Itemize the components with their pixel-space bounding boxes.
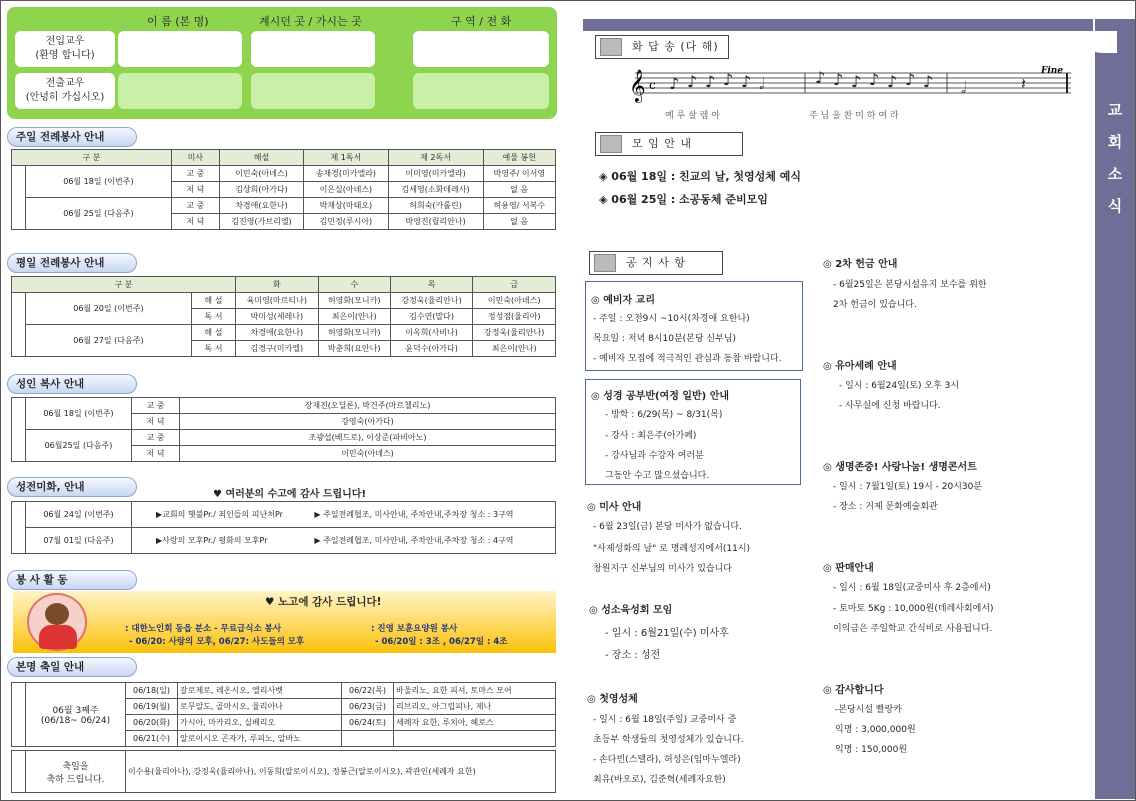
sidebar-char: 회 [1107,133,1123,151]
beautification-header: 성전미화, 안내 [7,477,137,497]
notice-title: ◎ 유아세례 안내 [823,361,897,372]
svg-text:♪: ♪ [869,70,880,89]
robe-icon [39,625,77,649]
service-right-line2: - 06/20일 : 3조 , 06/27일 : 4조 [375,637,508,647]
table-cell: 김수연(말다) [390,309,473,325]
svg-text:𝄽: 𝄽 [1021,74,1026,93]
table-cell [342,731,394,747]
table-cell: 해 설 [191,325,235,341]
transfer-out-label: 전출교우 (안녕히 가십시오) [15,73,115,109]
notice-line: - 6월25일은 본당시설유지 보수를 위한 [833,280,987,290]
notice-title: ◎ 첫영성체 [587,694,638,705]
feast-day-header: 본명 축일 안내 [7,657,137,677]
table-cell: 차경애(요한나) [236,325,319,341]
transfer-in-name-field[interactable] [118,31,242,67]
table-cell: ▶ 주일전례협조, 미사안내, 주차안내,주차장 청소 : 3구역 [314,502,555,528]
date-cell: 06월 24일 (이번주) [26,502,132,528]
notice-line: - 주일 : 오전9시 ~10시(차경애 요한나) [593,314,750,324]
svg-text:♪: ♪ [705,72,716,91]
beautification-thanks: ♥ 여러분의 수고에 감사 드립니다! [213,489,367,500]
service-left-line2: - 06/20: 사랑의 모후, 06/27: 사도들의 모후 [129,637,305,647]
district-header: 구 역 / 전 화 [451,15,512,28]
date-cell: 06월 18일 (이번주) [26,166,172,198]
priest-icon [600,135,622,153]
congrats-label: 축일을 축하 드립니다. [26,751,126,793]
notice-line: - 장소 : 성전 [605,650,661,661]
table-cell: 해 설 [191,293,235,309]
table-header: 해설 [219,150,303,166]
notice-line: 익명 : 150,000원 [835,745,908,755]
table-cell: 교 중 [171,166,219,182]
congrats-names: 이수용(율리아나), 강정욱(율리아나), 이동희(알로이시오), 정봉근(알로이시오), 곽관인(세례자 요한) [126,751,556,793]
notice-line: 2차 헌금이 있습니다. [833,300,917,310]
table-cell: 06/24(토) [342,715,394,731]
meeting-title: 모 임 안 내 [632,137,692,150]
table-cell: 교 중 [132,398,180,414]
table-cell: 로무알도, 골마시오, 율리아나 [178,699,342,715]
notice-line: - 토마토 5Kg : 10,000원(데레사회에서) [833,604,994,614]
table-cell: ▶ 주일전례협조, 미사안내, 주차안내,주차장 청소 : 4구역 [314,528,555,554]
notice-line: 초등부 학생들의 첫영성체가 있습니다. [593,735,744,745]
date-cell: 06월25일 (다음주) [26,430,132,462]
hymn-lyric-2: 주 님 을 찬 미 하 여 라 [809,111,899,121]
notice-line: - 강사님과 수강자 여러분 [605,451,704,461]
adult-server-header: 성인 복사 안내 [7,374,137,394]
table-cell: 장재진(오딜론), 박건주(마르첼리노) [180,398,556,414]
svg-text:𝄞: 𝄞 [629,69,646,102]
notice-title: ◎ 성경 공부반(여정 일반) 안내 [591,391,730,402]
notice-line: - 사무실에 신청 바랍니다. [839,401,941,411]
table-header: 구 분 [12,277,236,293]
table-cell [394,731,556,747]
notice-line: - 예비자 모집에 적극적인 관심과 동참 바랍니다. [593,354,782,364]
adult-server-table [11,397,556,462]
notice-line: 목요일 : 저녁 8시10분(본당 신부님) [593,334,737,344]
table-cell: 독 서 [191,309,235,325]
notice-line: "사제성화의 날" 로 명례성지에서(11시) [593,544,751,554]
table-cell: 윤덕수(아가다) [390,341,473,357]
transfer-in-place-field[interactable] [251,31,375,67]
svg-text:♪: ♪ [887,72,898,91]
notice-line: 그동안 수고 많으셨습니다. [605,471,710,481]
notice-line: -본당시설 빨랑카 [835,705,902,715]
weekday-liturgy-header: 평일 전례봉사 안내 [7,253,137,273]
table-cell: 박영진(릴리안나) [388,214,483,230]
notice-title: ◎ 성소육성회 모임 [589,605,673,616]
table-header: 구 분 [12,150,172,166]
name-header: 이 름 (본 명) [147,15,209,28]
service-right-line1: : 진영 보훈요양원 봉사 [371,624,458,634]
meeting-header [595,132,743,156]
table-cell: 김민정(루시아) [304,214,388,230]
notice-line: 최유(바오로), 김준혁(세례자요한) [593,775,726,785]
table-cell: 허영화(모니카) [318,293,390,309]
hymn-header [595,35,729,59]
table-cell: 없 음 [483,214,555,230]
table-cell: 독 서 [191,341,235,357]
notice-line: - 강사 : 최은주(아가페) [605,431,697,441]
table-header: 예물 봉헌 [483,150,555,166]
hymn-title: 화 답 송 (다 해) [632,40,719,53]
table-cell: 교 중 [171,198,219,214]
table-cell: 이옥희(사비나) [390,325,473,341]
service-header: 봉 사 활 동 [7,570,137,590]
notice-line: - 손다빈(스텔라), 허성은(임마누엘라) [593,755,741,765]
congrats-table [11,750,556,793]
table-cell: 저 녁 [171,182,219,198]
table-header: 금 [473,277,556,293]
priest-icon [600,38,622,56]
service-box [13,591,556,653]
feast-day-table [11,682,556,747]
sidebar-char: 교 [1107,101,1123,119]
table-header: 제 1독서 [304,150,388,166]
table-cell: 리브리오, 아그립피나, 제나 [394,699,556,715]
svg-text:♪: ♪ [723,70,734,89]
table-cell: 이은실(아녜스) [304,182,388,198]
table-cell: 06/18(일) [126,683,178,699]
svg-text:♪: ♪ [815,68,826,87]
notice-title: ◎ 생명존중! 사랑나눔! 생명콘서트 [823,462,977,473]
table-cell: 육미영(마르티나) [236,293,319,309]
place-header: 계시던 곳 / 가시는 곳 [259,15,362,28]
fine-mark: Fine [1041,66,1064,76]
newcomer-box [7,7,557,119]
date-cell: 07월 01일 (다음주) [26,528,132,554]
table-cell: ▶사랑의 모후Pr./ 평화의 모후Pr [132,528,315,554]
date-cell: 06월 27일 (다음주) [26,325,192,357]
table-cell: 김세영(소화데레사) [388,182,483,198]
music-staff [625,65,1075,105]
top-bar [583,19,1093,31]
table-cell: 허용영/ 서복수 [483,198,555,214]
table-cell: 이민숙(아녜스) [473,293,556,309]
svg-text:𝅗𝅥: 𝅗𝅥 [759,74,765,93]
notice-line: - 방학 : 6/29(목) ~ 8/31(목) [605,410,723,420]
svg-text:♪: ♪ [669,74,680,93]
notice-line: 창원지구 신부님의 미사가 있습니다 [593,564,732,574]
table-cell: 박영주/ 이서영 [483,166,555,182]
table-cell: 바울리노, 요한 피셔, 토마스 모어 [394,683,556,699]
table-cell: 06/19(월) [126,699,178,715]
table-cell: ▶교회의 햇불Pr./ 죄인들의 피난처Pr [132,502,315,528]
transfer-in-label: 전입교우 (환영 합니다) [15,31,115,67]
table-cell: 박미성(세레나) [236,309,319,325]
priest-icon [594,254,616,272]
notice-line: - 일시 : 6월 18일(교중미사 후 2층에서) [833,583,991,593]
weekday-liturgy-table [11,276,556,357]
date-cell: 06월 18일 (이번주) [26,398,132,430]
notice-title: ◎ 2차 헌금 안내 [823,259,898,270]
hymn-lyric-1: 예 루 살 렘 아 [665,111,720,121]
notice-line: - 장소 : 거제 문화예술회관 [833,502,938,512]
notice-title: ◎ 미사 안내 [587,502,642,513]
table-cell: 강영숙(아가다) [180,414,556,430]
table-cell: 송재경(미카엘라) [304,166,388,182]
table-header: 화 [236,277,319,293]
table-cell: 김진영(가브리엘) [219,214,303,230]
table-cell: 강정욱(율리안나) [390,293,473,309]
sidebar-notch [1087,31,1117,53]
sidebar-char: 식 [1107,197,1123,215]
meeting-item: ◈ 06월 18일 : 친교의 날, 첫영성체 예식 [599,170,801,183]
sunday-liturgy-header: 주일 전례봉사 안내 [7,127,137,147]
table-cell: 김경구(미카엘) [236,341,319,357]
svg-text:♪: ♪ [833,70,844,89]
date-cell: 06월 20일 (이번주) [26,293,192,325]
table-cell: 없 음 [483,182,555,198]
table-cell: 이민숙(아녜스) [219,166,303,182]
service-thanks: ♥ 노고에 감사 드립니다! [265,596,382,608]
notice-line: 익명 : 3,000,000원 [835,725,916,735]
table-cell: 알로이시오 곤자가, 루피노, 알바노 [178,731,342,747]
table-cell: 06/20(화) [126,715,178,731]
transfer-out-name-field[interactable] [118,73,242,109]
beautification-table [11,501,556,554]
svg-text:♪: ♪ [741,72,752,91]
table-cell: 저 녁 [171,214,219,230]
week-cell: 06월 3째주 (06/18~ 06/24) [26,683,126,747]
table-cell: 허영화(모니카) [318,325,390,341]
transfer-in-district-field[interactable] [413,31,549,67]
table-cell: 가시아, 마카리오, 실베리오 [178,715,342,731]
notice-line: 이익금은 주일학교 간식비로 사용됩니다. [833,624,993,634]
date-cell: 06월 25일 (다음주) [26,198,172,230]
table-cell: 정성점(율리아) [473,309,556,325]
service-left-line1: : 대한노인회 동읍 분소 - 무료급식소 봉사 [125,624,282,634]
sunday-liturgy-table [11,149,556,230]
table-cell: 저 녁 [132,446,180,462]
table-cell: 허희숙(카롤린) [388,198,483,214]
table-header: 수 [318,277,390,293]
notice-title: 공 지 사 항 [626,256,686,269]
svg-text:c: c [649,78,656,92]
table-cell: 저 녁 [132,414,180,430]
svg-text:♪: ♪ [687,72,698,91]
notice-header [589,251,723,275]
table-cell: 세례자 요한, 루치아, 헤로스 [394,715,556,731]
notice-title: ◎ 감사합니다 [823,685,884,696]
table-cell: 강정욱(율리안나) [473,325,556,341]
svg-text:♪: ♪ [851,72,862,91]
head-icon [45,603,69,625]
table-cell: 교 중 [132,430,180,446]
notice-line: - 일시 : 6월21일(수) 미사후 [605,628,729,639]
notice-line: - 일시 : 6월 18일(주일) 교중미사 중 [593,715,737,725]
table-cell: 박재상(마태오) [304,198,388,214]
notice-line: - 일시 : 7월1일(토) 19시 - 20시30분 [833,482,983,492]
church-news-sidebar [1095,19,1135,799]
table-cell: 차경애(요한나) [219,198,303,214]
table-header: 목 [390,277,473,293]
notice-title: ◎ 예비자 교리 [591,295,655,306]
svg-text:♪: ♪ [923,72,934,91]
table-cell: 최은이(안나) [473,341,556,357]
svg-text:𝅗𝅥: 𝅗𝅥 [961,78,967,97]
meeting-item: ◈ 06월 25일 : 소공동체 준비모임 [599,193,768,206]
table-cell: 박춘희(요안나) [318,341,390,357]
notice-line: - 6월 23일(금) 본당 미사가 없습니다. [593,522,742,532]
table-cell: 06/22(목) [342,683,394,699]
table-cell: 김상희(아가다) [219,182,303,198]
notice-line: - 일시 : 6월24일(토) 오후 3시 [839,381,960,391]
table-cell: 최은이(안나) [318,309,390,325]
table-cell: 06/23(금) [342,699,394,715]
notice-title: ◎ 판매안내 [823,563,874,574]
table-cell: 이민숙(아녜스) [180,446,556,462]
table-cell: 06/21(수) [126,731,178,747]
transfer-out-place-field[interactable] [251,73,375,109]
transfer-out-district-field[interactable] [413,73,549,109]
table-header: 미사 [171,150,219,166]
svg-text:♪: ♪ [905,70,916,89]
table-cell: 이미영(미카엘라) [388,166,483,182]
table-cell: 갈로제로, 레온시오, 엘리사벳 [178,683,342,699]
jesus-children-illustration [27,593,87,651]
sidebar-char: 소 [1107,165,1123,183]
table-cell: 조광섭(베드로), 이상준(파비아노) [180,430,556,446]
table-header: 제 2독서 [388,150,483,166]
